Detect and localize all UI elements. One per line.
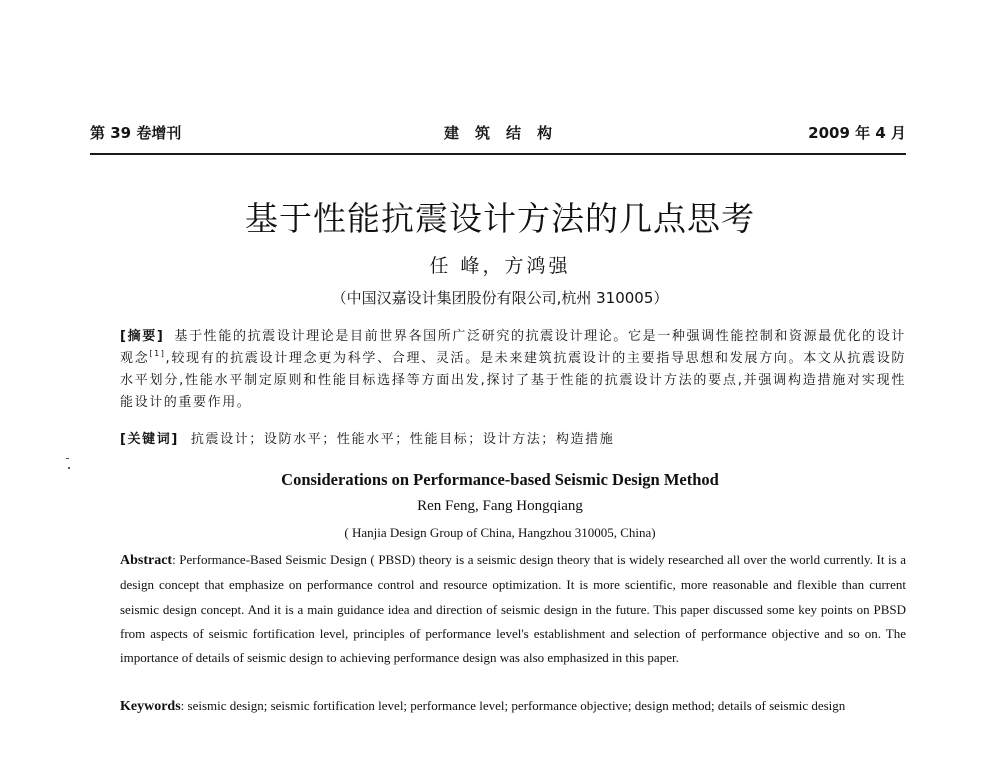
chinese-abstract-text-1: 基于性能的抗震设计理论是目前世界各国所广泛研究的抗震设计理论。它是一种强调性能控制和资源最优化的设计观念 — [120, 329, 906, 366]
english-abstract — [120, 548, 906, 670]
english-abstract-label: Abstract — [120, 553, 173, 568]
chinese-authors: 任 峰，方鸿强 — [429, 255, 571, 277]
header-rule — [90, 153, 906, 155]
journal-name: 建筑结构 — [443, 124, 568, 142]
chinese-abstract — [120, 326, 906, 414]
english-abstract-separator: : — [172, 552, 180, 567]
chinese-keywords-label: [关键词] — [120, 432, 179, 447]
english-title: Considerations on Performance-based Seismic Design Method — [281, 470, 719, 489]
citation-reference: [1] — [149, 349, 166, 358]
english-keywords-text: seismic design; seismic fortification level; performance level; performance objective; design method; details of seismic design — [187, 698, 846, 713]
english-authors: Ren Feng, Fang Hongqiang — [417, 498, 583, 514]
chinese-affiliation: （中国汉嘉设计集团股份有限公司,杭州 310005） — [331, 289, 669, 307]
issue-date: 2009 年 4 月 — [808, 124, 906, 142]
chinese-keywords-text: 抗震设计；设防水平；性能水平；性能目标；设计方法；构造措施 — [190, 432, 615, 447]
chinese-abstract-label: [摘要] — [120, 329, 165, 344]
running-header — [90, 122, 906, 148]
scan-artifact — [66, 458, 69, 459]
journal-volume: 第 39 卷增刊 — [90, 124, 182, 142]
english-keywords-label: Keywords — [120, 699, 181, 714]
english-affiliation: ( Hanjia Design Group of China, Hangzhou 310005, China) — [344, 525, 656, 540]
chinese-keywords — [120, 429, 906, 451]
scan-artifact — [68, 467, 70, 469]
english-keywords-separator: : — [180, 698, 188, 713]
english-keywords — [120, 694, 906, 719]
chinese-abstract-text-2: ,较现有的抗震设计理念更为科学、合理、灵活。是未来建筑抗震设计的主要指导思想和发展方向。本文从抗震设防水平划分,性能水平制定原则和性能目标选择等方面出发,探讨了基于性能的抗震设计方法的要点,并强调构造措施对实现性能设计的重要作用。 — [120, 351, 906, 410]
chinese-title: 基于性能抗震设计方法的几点思考 — [245, 199, 755, 238]
english-abstract-text: Performance-Based Seismic Design ( PBSD) theory is a seismic design theory that is widely researched all over the world currently. It is a design concept that emphasize on performance control and resource optimization. It is more scientific, more reasonable and flexible than current seismic design concept. And it is a main guidance idea and direction of seismic design in the future. This paper discussed some key points on PBSD from aspects of seismic fortification level, principles of performance level's establishment and selection of performance objective and so on. The importance of details of seismic design to achieving performance design was also emphasized in this paper. — [120, 552, 906, 666]
